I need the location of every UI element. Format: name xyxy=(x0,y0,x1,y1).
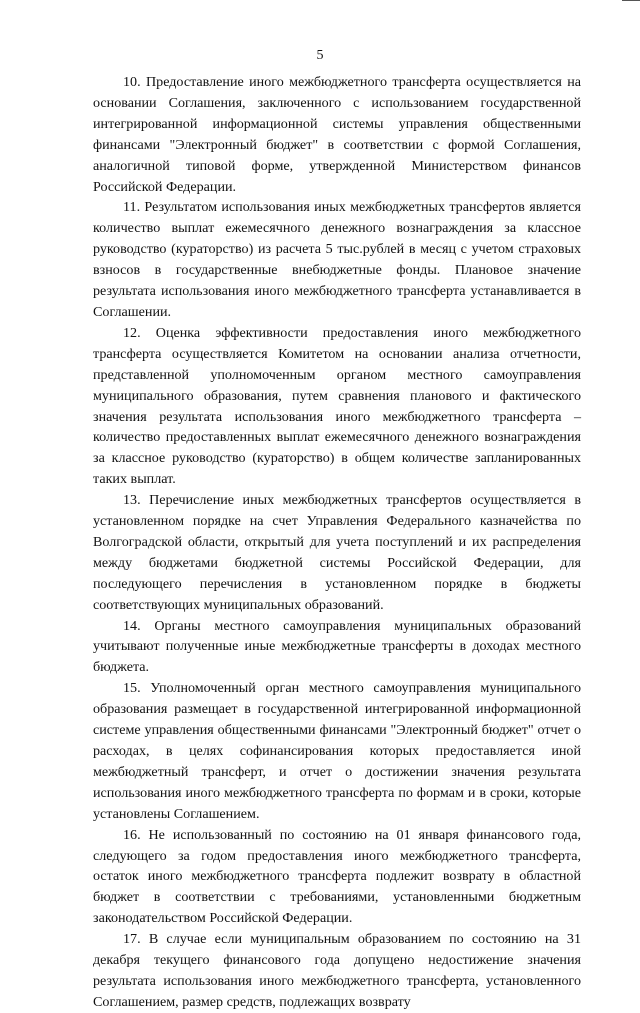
paragraph-12: 12. Оценка эффективности предоставления иного межбюджетного трансферта осуществляется Комитетом на основании анализа отчетности, представленной уполномоченным органом местного самоуправления муниципального образования, путем сравнения планового и фактического значения результата использования иного межбюджетного трансферта – количество предоставленных выплат ежемесячного денежного вознаграждения за классное руководство (кураторство) в общем количестве запланированных таких выплат. xyxy=(93,324,581,488)
document-body xyxy=(93,72,581,1013)
paragraph-16: 16. Не использованный по состоянию на 01 января финансового года, следующего за годом предоставления иного межбюджетного трансферта, остаток иного межбюджетного трансферта подлежит возврату в областной бюджет в соответствии с требованиями, установленными бюджетным законодательством Российской Федерации. xyxy=(93,826,581,927)
paragraph-17: 17. В случае если муниципальным образованием по состоянию на 31 декабря текущего финансового года допущено недостижение значения результата использования иного межбюджетного трансферта, установленного Соглашением, размер средств, подлежащих возврату xyxy=(93,931,581,1010)
paragraph-14: 14. Органы местного самоуправления муниципальных образований учитывают полученные иные межбюджетные трансферты в доходах местного бюджета. xyxy=(93,617,581,676)
paragraph-15: 15. Уполномоченный орган местного самоуправления муниципального образования размещает в государственной интегрированной информационной системе управления общественными финансами "Электронный бюджет" отчет о расходах, в целях софинансирования которых предоставляется иной межбюджетный трансферт, и отчет о достижении значения результата использования иного межбюджетного трансферта по формам и в сроки, которые установлены Соглашением. xyxy=(93,680,581,822)
paragraph-13: 13. Перечисление иных межбюджетных трансфертов осуществляется в установленном порядке на счет Управления Федерального казначейства по Волгоградской области, открытый для учета поступлений и их распределения между бюджетами бюджетной системы Российской Федерации, для последующего перечисления в установленном порядке в бюджеты соответствующих муниципальных образований. xyxy=(93,492,581,613)
paragraph-11: 11. Результатом использования иных межбюджетных трансфертов является количество выплат ежемесячного денежного вознаграждения за классное руководство (кураторство) из расчета 5 тыс.рублей в месяц с учетом страховых взносов в государственные внебюджетные фонды. Плановое значение результата использования иного межбюджетного трансферта устанавливается в Соглашении. xyxy=(93,199,581,320)
scan-edge-mark xyxy=(622,0,640,5)
paragraph-10: 10. Предоставление иного межбюджетного трансферта осуществляется на основании Соглашения, заключенного с использованием государственной интегрированной информационной системы управления общественными финансами "Электронный бюджет" в соответствии с формой Соглашения, аналогичной типовой форме, утвержденной Министерством финансов Российской Федерации. xyxy=(93,74,581,195)
page-number: 5 xyxy=(316,48,324,63)
